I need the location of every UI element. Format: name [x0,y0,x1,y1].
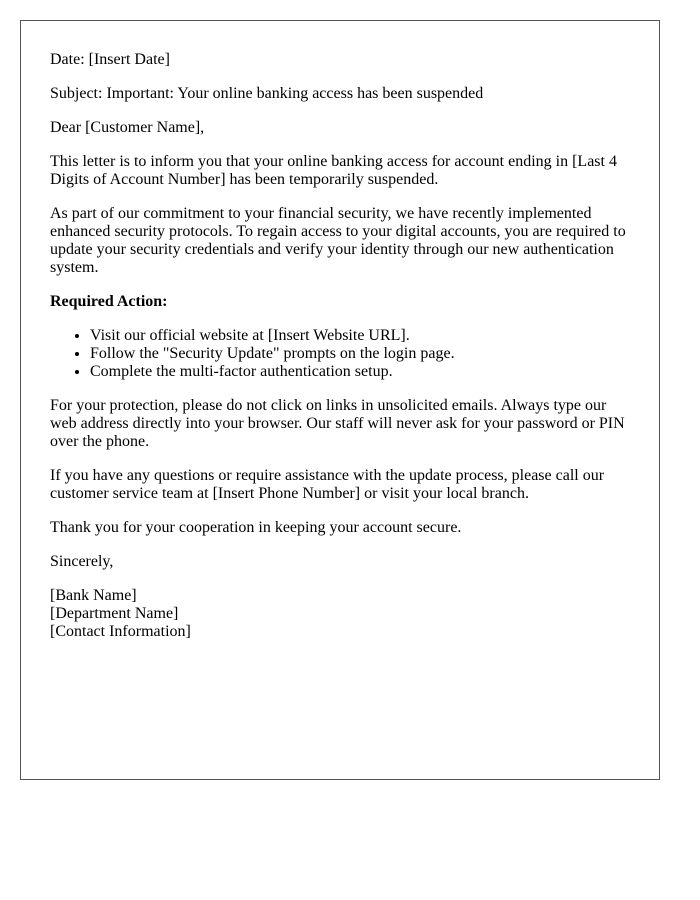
signature-contact-information: [Contact Information] [50,623,191,640]
required-action-list [50,327,629,381]
action-item-follow-prompts: • Follow the "Security Update" prompts on the login page. [90,345,629,363]
body-paragraph-protection: For your protection, please do not click on links in unsolicited emails. Always type our web address directly into your browser. Our staff will never ask for your password or PIN over the phone. [50,397,625,450]
body-paragraph-security: As part of our commitment to your financial security, we have recently implemented enhanced security protocols. To regain access to your digital accounts, you are required to update your security credentials and verify your identity through our new authentication system. [50,205,626,276]
subject-line: Subject: Important: Your online banking access has been suspended [50,85,484,102]
sign-off: Sincerely, [50,553,114,570]
signature-block [50,587,629,641]
action-item-visit-website: • Visit our official website at [Insert Website URL]. [90,327,629,345]
date-line: Date: [Insert Date] [50,51,170,68]
body-paragraph-thanks: Thank you for your cooperation in keeping your account secure. [50,519,462,536]
body-paragraph-assistance: If you have any questions or require assistance with the update process, please call our customer service team at [Insert Phone Number] or visit your local branch. [50,467,605,502]
required-action-heading: Required Action: [50,293,168,310]
body-paragraph-intro: This letter is to inform you that your online banking access for account ending in [Last 4 Digits of Account Number] has been temporarily suspended. [50,153,617,188]
signature-bank-name: [Bank Name] [50,587,137,604]
letter-page [20,20,660,780]
salutation: Dear [Customer Name], [50,119,205,136]
signature-department-name: [Department Name] [50,605,179,622]
action-item-complete-mfa: • Complete the multi-factor authentication setup. [90,363,629,381]
